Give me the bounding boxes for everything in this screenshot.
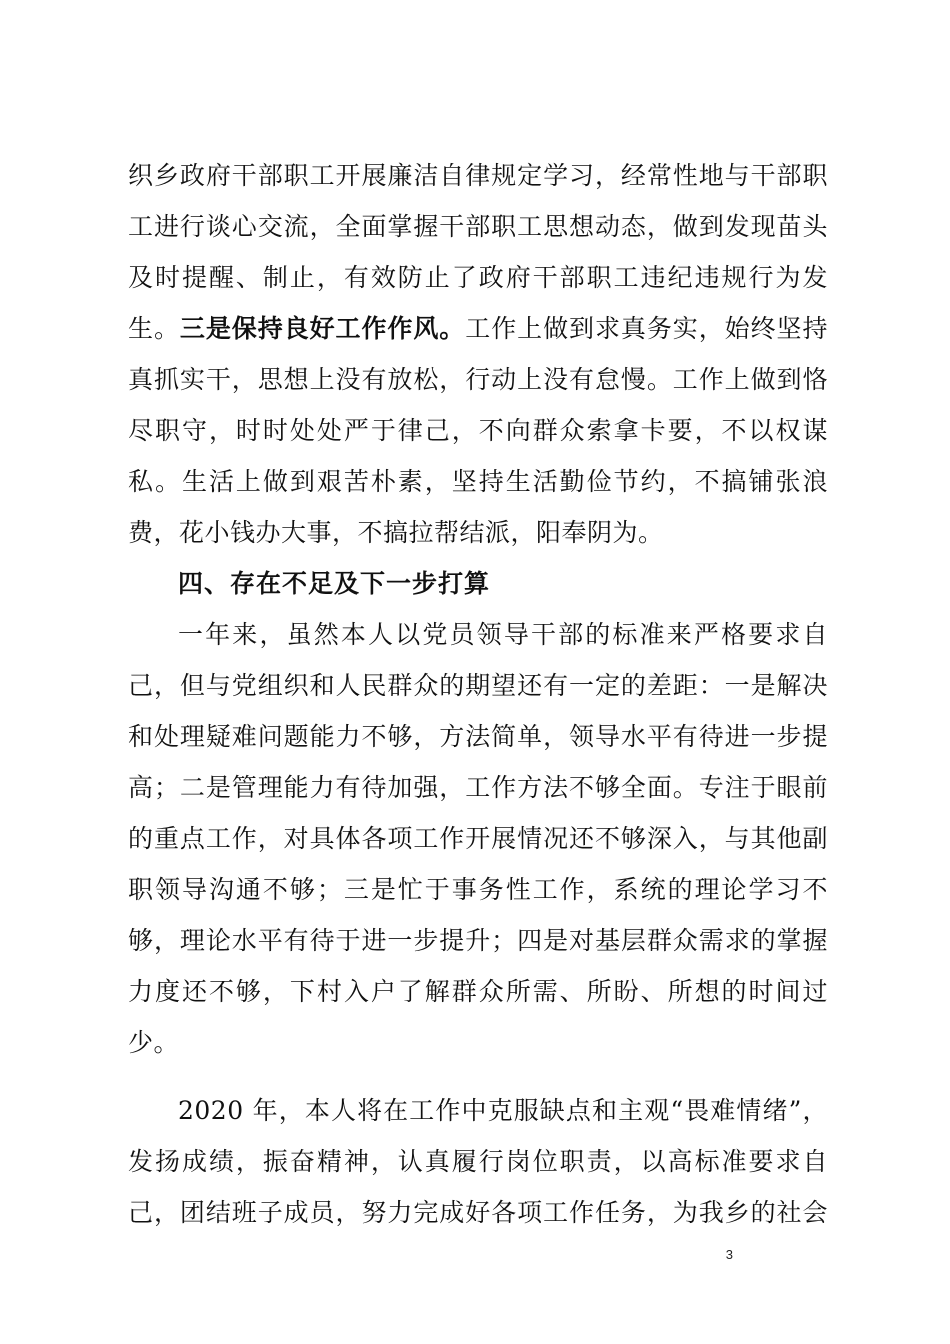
text-line: 尽职守，时时处处严于律己，不向群众索拿卡要，不以权谋	[128, 416, 828, 445]
text-line: 一年来，虽然本人以党员领导干部的标准来严格要求自	[178, 620, 828, 649]
document-body	[128, 150, 828, 1238]
text-line: 和处理疑难问题能力不够，方法简单，领导水平有待进一步提	[128, 722, 828, 751]
text-line: 少。	[128, 1028, 180, 1057]
page-number: 3	[725, 1247, 733, 1262]
section-heading: 四、存在不足及下一步打算	[178, 569, 491, 598]
text-line: 力度还不够，下村入户了解群众所需、所盼、所想的时间过	[128, 977, 828, 1006]
text-segment: 生。	[128, 314, 180, 343]
text-line: 及时提醒、制止，有效防止了政府干部职工违纪违规行为发	[128, 263, 828, 292]
text-segment: 工作上做到求真务实，始终坚持	[465, 314, 828, 343]
text-line	[128, 303, 828, 354]
text-line: 织乡政府干部职工开展廉洁自律规定学习，经常性地与干部职	[128, 161, 828, 190]
text-line: 己，但与党组织和人民群众的期望还有一定的差距：一是解决	[128, 671, 828, 700]
text-line: 真抓实干，思想上没有放松，行动上没有怠慢。工作上做到恪	[128, 365, 828, 394]
paragraph-gap	[128, 1068, 828, 1085]
text-line: 职领导沟通不够；三是忙于事务性工作，系统的理论学习不	[128, 875, 828, 904]
text-line: 的重点工作，对具体各项工作开展情况还不够深入，与其他副	[128, 824, 828, 853]
text-line: 够，理论水平有待于进一步提升；四是对基层群众需求的掌握	[128, 926, 828, 955]
text-line: 发扬成绩，振奋精神，认真履行岗位职责，以高标准要求自	[128, 1147, 828, 1176]
text-line: 己，团结班子成员，努力完成好各项工作任务，为我乡的社会	[128, 1198, 828, 1227]
text-line: 费，花小钱办大事，不搞拉帮结派，阳奉阴为。	[128, 518, 664, 547]
bold-text-segment: 三是保持良好工作作风。	[179, 314, 466, 343]
text-line: 私。生活上做到艰苦朴素，坚持生活勤俭节约，不搞铺张浪	[128, 467, 828, 496]
text-line: 高；二是管理能力有待加强，工作方法不够全面。专注于眼前	[128, 773, 828, 802]
text-line: 工进行谈心交流，全面掌握干部职工思想动态，做到发现苗头	[128, 212, 828, 241]
text-line: 2020 年，本人将在工作中克服缺点和主观“畏难情绪”，	[178, 1096, 828, 1125]
